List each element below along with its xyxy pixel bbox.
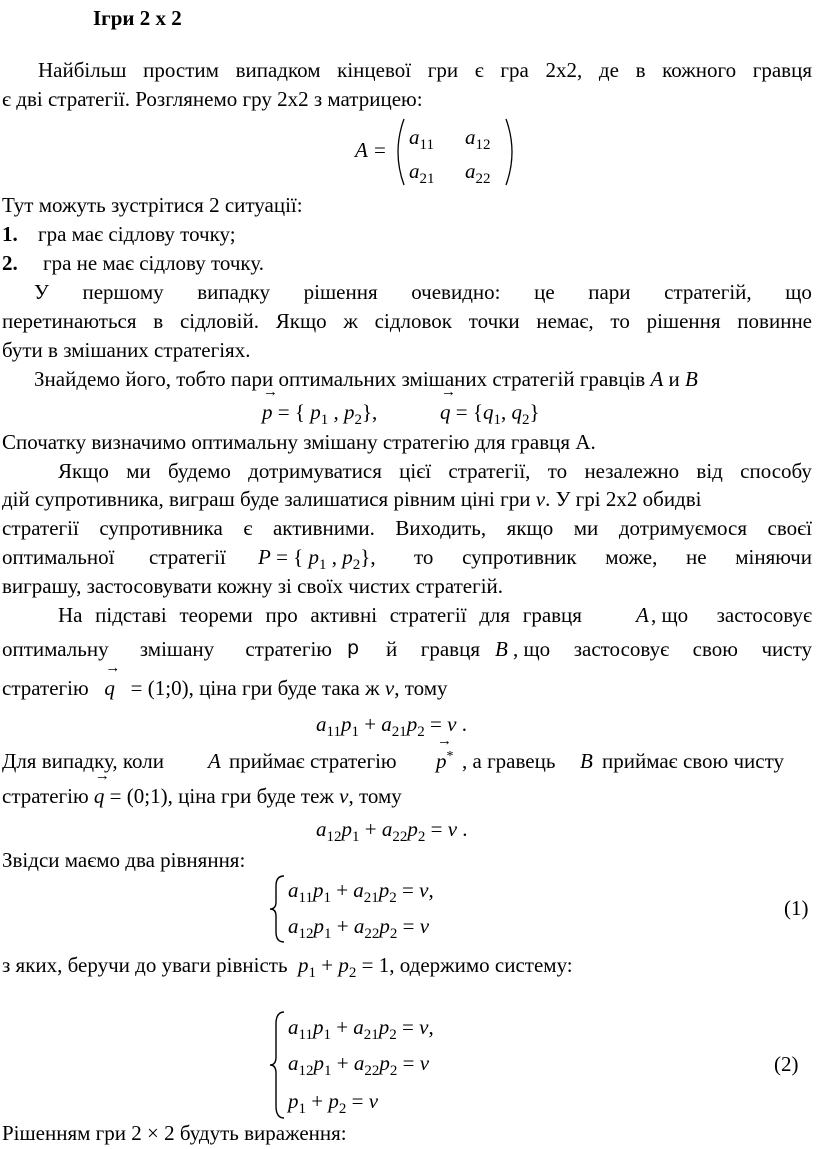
para4-line-3: стратегії супротивника є активними. Виходить, якщо ми дотримуємося своєї	[2, 516, 812, 540]
para3: Спочатку визначимо оптимальну змішану стратегію для гравця А.	[2, 430, 596, 454]
situations-intro: Тут можуть зустрітися 2 ситуації:	[2, 193, 303, 217]
system-2-number: (2)	[774, 1052, 799, 1076]
para1-line-2: перетинаються в сідловій. Якщо ж сідловок точки немає, то рішення повинне	[2, 309, 812, 333]
para6-line-2: стратегію → q = (0;1), ціна гри буде теж ν, тому	[2, 784, 402, 809]
para1-line-1: У першому випадку рішення очевидно: це пари стратегій, що	[34, 280, 812, 304]
system-1-row-2: $a_{12}p_1 + a_{22}p_2 = \nu$	[288, 914, 430, 942]
list-item-2-text: гра не має сідлову точку.	[43, 251, 264, 275]
page-title: Ігри 2 x 2	[93, 6, 182, 30]
para5-line-3: стратегію → q = (1;0), ціна гри буде така ж ν, тому	[2, 676, 448, 701]
para1-line-3: бути в змішаних стратегіях.	[2, 338, 251, 362]
system-2-row-1: $a_{11}p_1 + a_{21}p_2 = \nu$,	[288, 1015, 434, 1043]
system-2-row-2: $a_{12}p_1 + a_{22}p_2 = \nu$	[288, 1051, 430, 1079]
vector-q-definition: → $q = \{q_1$, $q_2$}	[440, 400, 540, 425]
system-1-brace	[268, 874, 288, 944]
para4-line-5: виграшу, застосовувати кожну зі своїх чистих стратегій.	[2, 574, 504, 598]
list-item-1-number: 1.	[2, 222, 18, 246]
system-2-row-3: $p_1 + p_2 = \nu$	[288, 1089, 379, 1117]
para4-line-2: дій супротивника, виграш буде залишатися рівним ціні гри ν. У грі 2х2 обидві	[2, 487, 702, 511]
final-line: Рішенням гри 2 × 2 будуть вираження:	[2, 1121, 347, 1145]
equation-2: $a_{12}p_1 + a_{22}p_2 = \nu$ .	[316, 817, 468, 845]
para7: Звідси маємо два рівняння:	[2, 848, 246, 872]
system-1-number: (1)	[784, 896, 809, 920]
intro-line-2: є дві стратегії. Розглянемо гру 2х2 з матрицею:	[2, 87, 423, 111]
list-item-1-text: гра має сідлову точку;	[38, 222, 236, 246]
list-item-2-number: 2.	[2, 251, 18, 275]
para4-line-1: Якщо ми будемо дотримуватися цієї стратегії, то незалежно від способу	[58, 459, 812, 483]
system-2-brace	[268, 1010, 288, 1120]
matrix-a22: $a_{22}$	[465, 159, 491, 187]
matrix-a11: $a_{11}$	[409, 125, 434, 153]
system-1-row-1: $a_{11}p_1 + a_{21}p_2 = \nu$,	[288, 878, 434, 906]
matrix-lhs: A	[355, 138, 368, 162]
para8: з яких, беручи до уваги рівність $p_1 + p_2 = 1$, одержимо систему:	[2, 953, 573, 981]
equation-1: $a_{11}p_1 + a_{21}p_2 = \nu$ .	[316, 712, 467, 740]
vector-p-definition: → p = { $p_1$ , $p_2$},	[262, 400, 377, 425]
intro-line-1: Найбільш простим випадком кінцевої гри є гра 2х2, де в кожного гравця	[38, 58, 812, 82]
matrix-a21: $a_{21}$	[409, 159, 435, 187]
matrix-equals: =	[374, 138, 386, 162]
para2: Знайдемо його, тобто пари оптимальних змішаних стратегій гравців A и B	[34, 367, 698, 391]
matrix-a12: $a_{12}$	[465, 125, 491, 153]
